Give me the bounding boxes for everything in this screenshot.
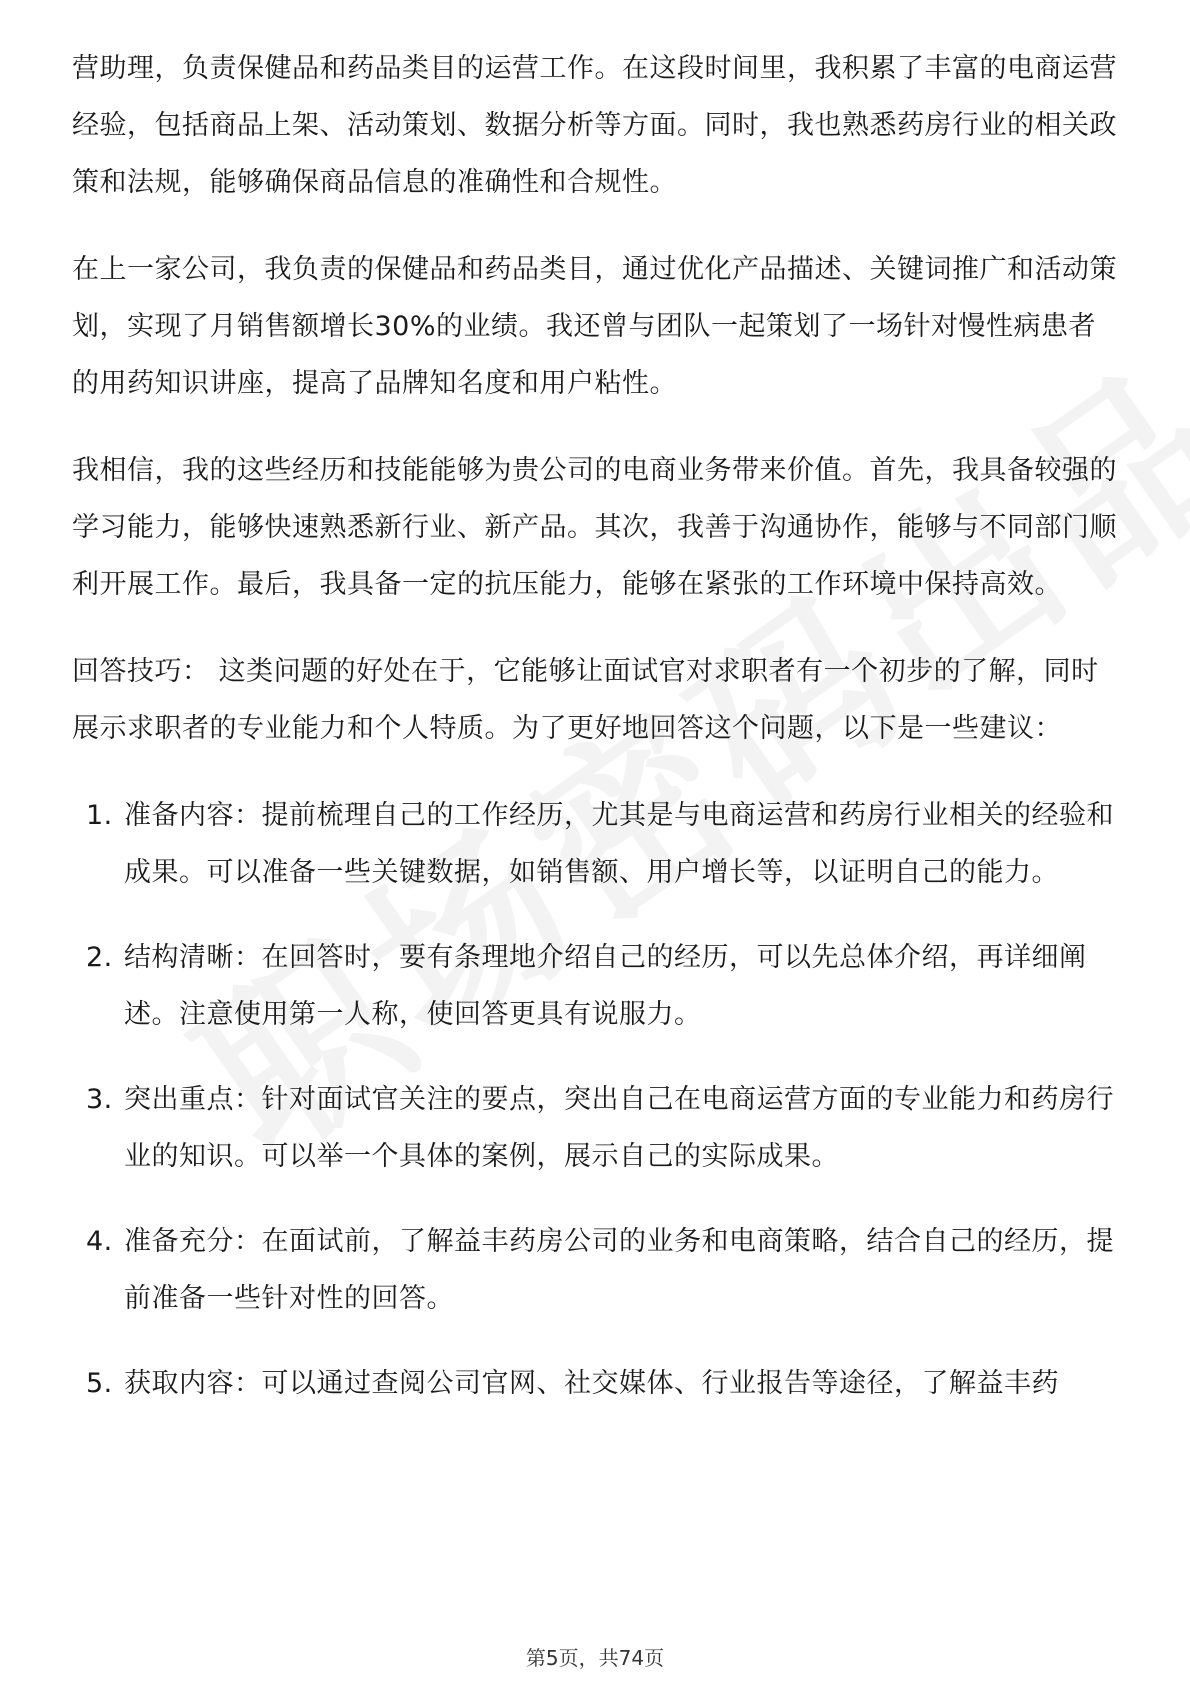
- tips-list: [72, 787, 1122, 1412]
- document-body: [72, 40, 1122, 1440]
- list-item-text: 准备内容：提前梳理自己的工作经历，尤其是与电商运营和药房行业相关的经验和成果。可以准备一些关键数据，如销售额、用户增长等，以证明自己的能力。: [124, 800, 1114, 888]
- paragraph-experience: 营助理，负责保健品和药品类目的运营工作。在这段时间里，我积累了丰富的电商运营经验，包括商品上架、活动策划、数据分析等方面。同时，我也熟悉药房行业的相关政策和法规，能够确保商品信息的准确性和合规性。: [72, 53, 1117, 198]
- list-item-text: 结构清晰：在回答时，要有条理地介绍自己的经历，可以先总体介绍，再详细阐述。注意使用第一人称，使回答更具有说服力。: [124, 942, 1087, 1030]
- list-item-text: 获取内容：可以通过查阅公司官网、社交媒体、行业报告等途径，了解益丰药: [124, 1368, 1059, 1399]
- paragraph-achievement: 在上一家公司，我负责的保健品和药品类目，通过优化产品描述、关键词推广和活动策划，实现了月销售额增长30%的业绩。我还曾与团队一起策划了一场针对慢性病患者的用药知识讲座，提高了品牌知名度和用户粘性。: [72, 254, 1117, 399]
- list-item: [72, 1071, 1122, 1185]
- list-item-text: 准备充分：在面试前，了解益丰药房公司的业务和电商策略，结合自己的经历，提前准备一些针对性的回答。: [124, 1226, 1114, 1314]
- list-item: [72, 929, 1122, 1043]
- list-item-number: 4.: [86, 1226, 113, 1257]
- paragraph-answer-tips: 回答技巧： 这类问题的好处在于，它能够让面试官对求职者有一个初步的了解，同时展示求职者的专业能力和个人特质。为了更好地回答这个问题，以下是一些建议：: [72, 656, 1099, 744]
- list-item-number: 2.: [86, 942, 113, 973]
- list-item: [72, 1213, 1122, 1327]
- paragraph-value: 我相信，我的这些经历和技能能够为贵公司的电商业务带来价值。首先，我具备较强的学习能力，能够快速熟悉新行业、新产品。其次，我善于沟通协作，能够与不同部门顺利开展工作。最后，我具备一定的抗压能力，能够在紧张的工作环境中保持高效。: [72, 455, 1117, 600]
- list-item: [72, 787, 1122, 901]
- list-item: [72, 1355, 1122, 1412]
- list-item-number: 5.: [86, 1368, 113, 1399]
- list-item-text: 突出重点：针对面试官关注的要点，突出自己在电商运营方面的专业能力和药房行业的知识。可以举一个具体的案例，展示自己的实际成果。: [124, 1084, 1114, 1172]
- list-item-number: 1.: [86, 800, 113, 831]
- page-number: 第5页，共74页: [525, 1646, 665, 1670]
- list-item-number: 3.: [86, 1084, 113, 1115]
